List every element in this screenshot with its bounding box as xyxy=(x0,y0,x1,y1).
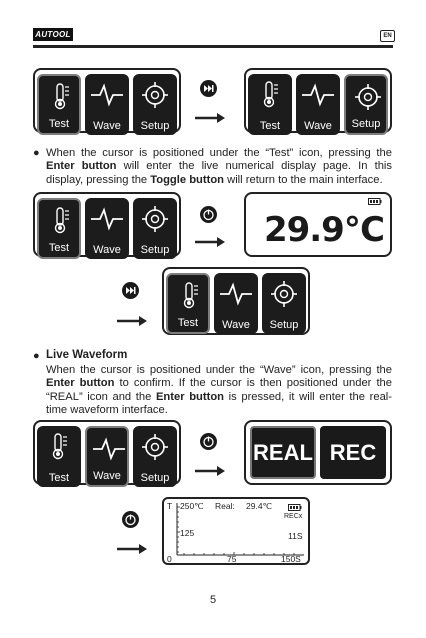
x-axis-start: 0 xyxy=(167,554,172,564)
wave-label: Wave xyxy=(222,319,250,331)
instruction-text: to confirm. If the cursor is then positioned under the “REAL” icon and the xyxy=(46,377,392,403)
test-tile[interactable] xyxy=(37,74,81,135)
wave-label: Wave xyxy=(93,470,121,482)
main-menu-screen-test-selected xyxy=(33,68,181,133)
main-menu-screen-test-selected xyxy=(33,192,181,257)
instruction-text: will enter the live numerical display page. In this display, pressing the xyxy=(46,160,393,186)
main-menu-screen-wave-selected xyxy=(33,420,181,485)
enter-button-term: Enter button xyxy=(155,390,224,403)
setup-tile[interactable] xyxy=(133,74,177,135)
enter-button-icon xyxy=(122,511,139,528)
autool-logo: AUTOOL xyxy=(33,28,73,41)
real-label: Real: xyxy=(215,501,235,511)
live-value-screen xyxy=(244,192,392,257)
right-arrow-icon xyxy=(117,315,147,327)
instruction-text: When the cursor is positioned under the “Test” icon, pressing the xyxy=(46,147,392,159)
setup-label: Setup xyxy=(269,319,299,331)
wave-label: Wave xyxy=(93,244,121,256)
y-axis-unit: T xyxy=(167,501,173,511)
real-rec-menu-screen xyxy=(244,420,392,485)
wave-tile[interactable] xyxy=(296,74,340,135)
wave-icon xyxy=(85,74,129,114)
setup-label: Setup xyxy=(351,118,381,130)
toggle-button-term: Toggle button xyxy=(150,173,224,186)
right-arrow-icon xyxy=(117,543,147,555)
test-label: Test xyxy=(48,242,70,254)
test-tile[interactable] xyxy=(37,198,81,259)
page-number: 5 xyxy=(209,594,217,606)
enter-button-term: Enter button xyxy=(46,160,117,173)
realtime-waveform-screen xyxy=(162,497,310,565)
wave-icon xyxy=(296,74,340,114)
setup-tile[interactable] xyxy=(262,273,306,334)
header-divider xyxy=(33,45,393,48)
crosshair-icon xyxy=(133,198,177,238)
setup-tile[interactable] xyxy=(133,198,177,259)
instruction-text: When the cursor is positioned under the “Wave” icon, pressing the xyxy=(46,364,392,376)
test-label: Test xyxy=(48,472,70,484)
live-waveform-heading: Live Waveform xyxy=(46,349,128,361)
wave-tile[interactable] xyxy=(85,426,129,487)
wave-icon xyxy=(214,273,258,313)
right-arrow-icon xyxy=(195,236,225,248)
time-window-label: 11S xyxy=(288,531,303,541)
test-label: Test xyxy=(259,120,281,132)
wave-icon xyxy=(85,198,129,238)
wave-tile[interactable] xyxy=(85,198,129,259)
thermometer-icon xyxy=(248,74,292,114)
test-tile[interactable] xyxy=(248,74,292,135)
x-axis-mid: 75 xyxy=(227,554,237,564)
wave-label: Wave xyxy=(304,120,332,132)
setup-label: Setup xyxy=(140,244,170,256)
wave-tile[interactable] xyxy=(214,273,258,334)
crosshair-icon xyxy=(262,273,306,313)
wave-instructions xyxy=(46,364,392,418)
setup-tile[interactable] xyxy=(133,426,177,487)
x-axis-end: 150S xyxy=(281,554,301,564)
instruction-text: is pressed, it will enter the real-time waveform interface. xyxy=(46,390,392,417)
wave-tile[interactable] xyxy=(85,74,129,135)
crosshair-icon xyxy=(133,426,177,466)
thermometer-icon xyxy=(39,76,83,116)
setup-tile[interactable] xyxy=(344,74,388,135)
bullet-icon: ● xyxy=(33,147,40,159)
toggle-button-icon xyxy=(200,80,217,97)
toggle-button-icon xyxy=(122,282,139,299)
thermometer-icon xyxy=(168,275,212,315)
enter-button-icon xyxy=(200,433,217,450)
setup-label: Setup xyxy=(140,472,170,484)
rec-mode-button[interactable]: REC xyxy=(320,426,386,479)
temperature-readout: 29.9℃ xyxy=(263,210,384,250)
instruction-text: will return to the main interface. xyxy=(224,173,383,186)
battery-icon xyxy=(368,198,382,205)
mid-temp-label: 125 xyxy=(180,528,195,538)
test-tile[interactable] xyxy=(166,273,210,334)
max-temp-label: 250℃ xyxy=(180,501,204,511)
setup-label: Setup xyxy=(140,120,170,132)
main-menu-screen-test-selected xyxy=(162,267,310,335)
right-arrow-icon xyxy=(195,112,225,124)
real-value: 29.4℃ xyxy=(246,501,273,511)
main-menu-screen-setup-selected xyxy=(244,68,392,133)
battery-icon xyxy=(288,504,302,511)
thermometer-icon xyxy=(39,200,83,240)
wave-label: Wave xyxy=(93,120,121,132)
bullet-icon: ● xyxy=(33,350,40,362)
crosshair-icon xyxy=(133,74,177,114)
thermometer-icon xyxy=(37,426,81,466)
right-arrow-icon xyxy=(195,465,225,477)
language-badge: EN xyxy=(380,30,395,42)
test-label: Test xyxy=(177,317,199,329)
enter-button-icon xyxy=(200,206,217,223)
wave-icon xyxy=(87,428,131,468)
real-mode-button[interactable]: REAL xyxy=(250,426,316,479)
test-instructions xyxy=(46,147,392,187)
crosshair-icon xyxy=(346,76,390,116)
enter-button-term: Enter button xyxy=(46,377,115,390)
test-tile[interactable] xyxy=(37,426,81,487)
test-label: Test xyxy=(48,118,70,130)
rec-indicator: RECx xyxy=(284,513,303,520)
